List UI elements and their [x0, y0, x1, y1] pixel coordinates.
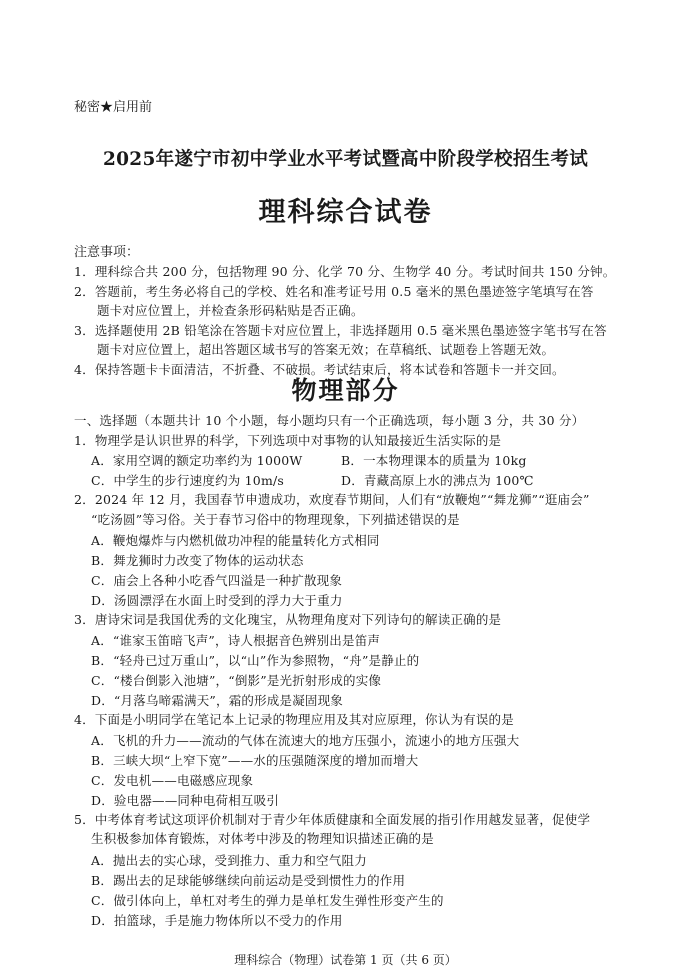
- option-b: B．踢出去的足球能够继续向前运动是受到惯性力的作用: [91, 873, 406, 888]
- option-d: D．“月落乌啼霜满天”，霜的形成是凝固现象: [91, 693, 344, 708]
- option-b: B．三峡大坝“上窄下宽”——水的压强随深度的增加而增大: [91, 753, 419, 768]
- question-stem-continued: “吃汤圆”等习俗。关于春节习俗中的物理现象，下列描述错误的是: [91, 512, 460, 527]
- question-stem: 5．中考体育考试这项评价机制对于青少年体质健康和全面发展的指引作用越发显著，促使学: [74, 812, 591, 827]
- option-c: C．发电机——电磁感应现象: [91, 773, 254, 788]
- question-stem: 4．下面是小明同学在笔记本上记录的物理应用及其对应原理，你认为有误的是: [74, 712, 514, 727]
- option-d: D．验电器——同种电荷相互吸引: [91, 793, 280, 808]
- option-b: B．一本物理课本的质量为 10kg: [341, 453, 527, 468]
- question-stem: 2．2024 年 12 月，我国春节申遗成功，欢度春节期间，人们有“放鞭炮”“舞龙狮”“逛庙会”: [74, 492, 590, 507]
- paper-title: 理科综合试卷: [258, 197, 433, 228]
- option-a: A．飞机的升力——流动的气体在流速大的地方压强小，流速小的地方压强大: [91, 733, 520, 748]
- notice-line: 题卡对应位置上，并检查条形码粘贴是否正确。: [97, 303, 364, 318]
- option-d: D．青藏高原上水的沸点为 100℃: [341, 473, 534, 488]
- notice-line: 2．答题前，考生务必将自己的学校、姓名和准考证号用 0.5 毫米的黑色墨迹签字笔填写在答: [74, 284, 594, 299]
- option-d: D．拍篮球，手是施力物体所以不受力的作用: [91, 913, 343, 928]
- option-c: C．做引体向上，单杠对考生的弹力是单杠发生弹性形变产生的: [91, 893, 444, 908]
- option-a: A．鞭炮爆炸与内燃机做功冲程的能量转化方式相同: [91, 533, 380, 548]
- notice-line: 3．选择题使用 2B 铅笔涂在答题卡对应位置上，非选择题用 0.5 毫米黑色墨迹签字笔书写在答: [74, 323, 607, 338]
- secret-label: 秘密★启用前: [74, 100, 153, 115]
- option-a: A．家用空调的额定功率约为 1000W: [91, 453, 303, 468]
- notice-line: 4．保持答题卡卡面清洁，不折叠、不破损。考试结束后，将本试卷和答题卡一并交回。: [74, 362, 565, 377]
- question-stem-continued: 生积极参加体育锻炼，对体考中涉及的物理知识描述正确的是: [91, 831, 434, 846]
- part-intro: 一、选择题（本题共计 10 个小题，每小题均只有一个正确选项，每小题 3 分，共 30 分）: [74, 413, 585, 428]
- option-c: C．中学生的步行速度约为 10m/s: [91, 473, 285, 488]
- option-b: B．“轻舟已过万重山”，以“山”作为参照物，“舟”是静止的: [91, 653, 420, 668]
- option-b: B．舞龙狮时力改变了物体的运动状态: [91, 553, 304, 568]
- option-d: D．汤圆漂浮在水面上时受到的浮力大于重力: [91, 593, 343, 608]
- section-title: 物理部分: [291, 376, 400, 405]
- option-c: C．“楼台倒影入池塘”，“倒影”是光折射形成的实像: [91, 673, 382, 688]
- notice-line: 1．理科综合共 200 分，包括物理 90 分、化学 70 分、生物学 40 分。考试时间共 150 分钟。: [74, 264, 616, 279]
- question-stem: 3．唐诗宋词是我国优秀的文化瑰宝，从物理角度对下列诗句的解读正确的是: [74, 612, 502, 627]
- option-a: A．“谁家玉笛暗飞声”，诗人根据音色辨别出是笛声: [91, 633, 381, 648]
- notice-line: 题卡对应位置上，超出答题区域书写的答案无效；在草稿纸、试题卷上答题无效。: [97, 342, 555, 357]
- option-a: A．抛出去的实心球，受到推力、重力和空气阻力: [91, 853, 367, 868]
- option-c: C．庙会上各种小吃香气四溢是一种扩散现象: [91, 573, 343, 588]
- exam-title: 2025年遂宁市初中学业水平考试暨高中阶段学校招生考试: [102, 149, 589, 170]
- question-stem: 1．物理学是认识世界的科学，下列选项中对事物的认知最接近生活实际的是: [74, 433, 502, 448]
- page-footer: 理科综合（物理）试卷第 1 页（共 6 页）: [234, 953, 457, 967]
- notice-heading: 注意事项：: [74, 245, 140, 260]
